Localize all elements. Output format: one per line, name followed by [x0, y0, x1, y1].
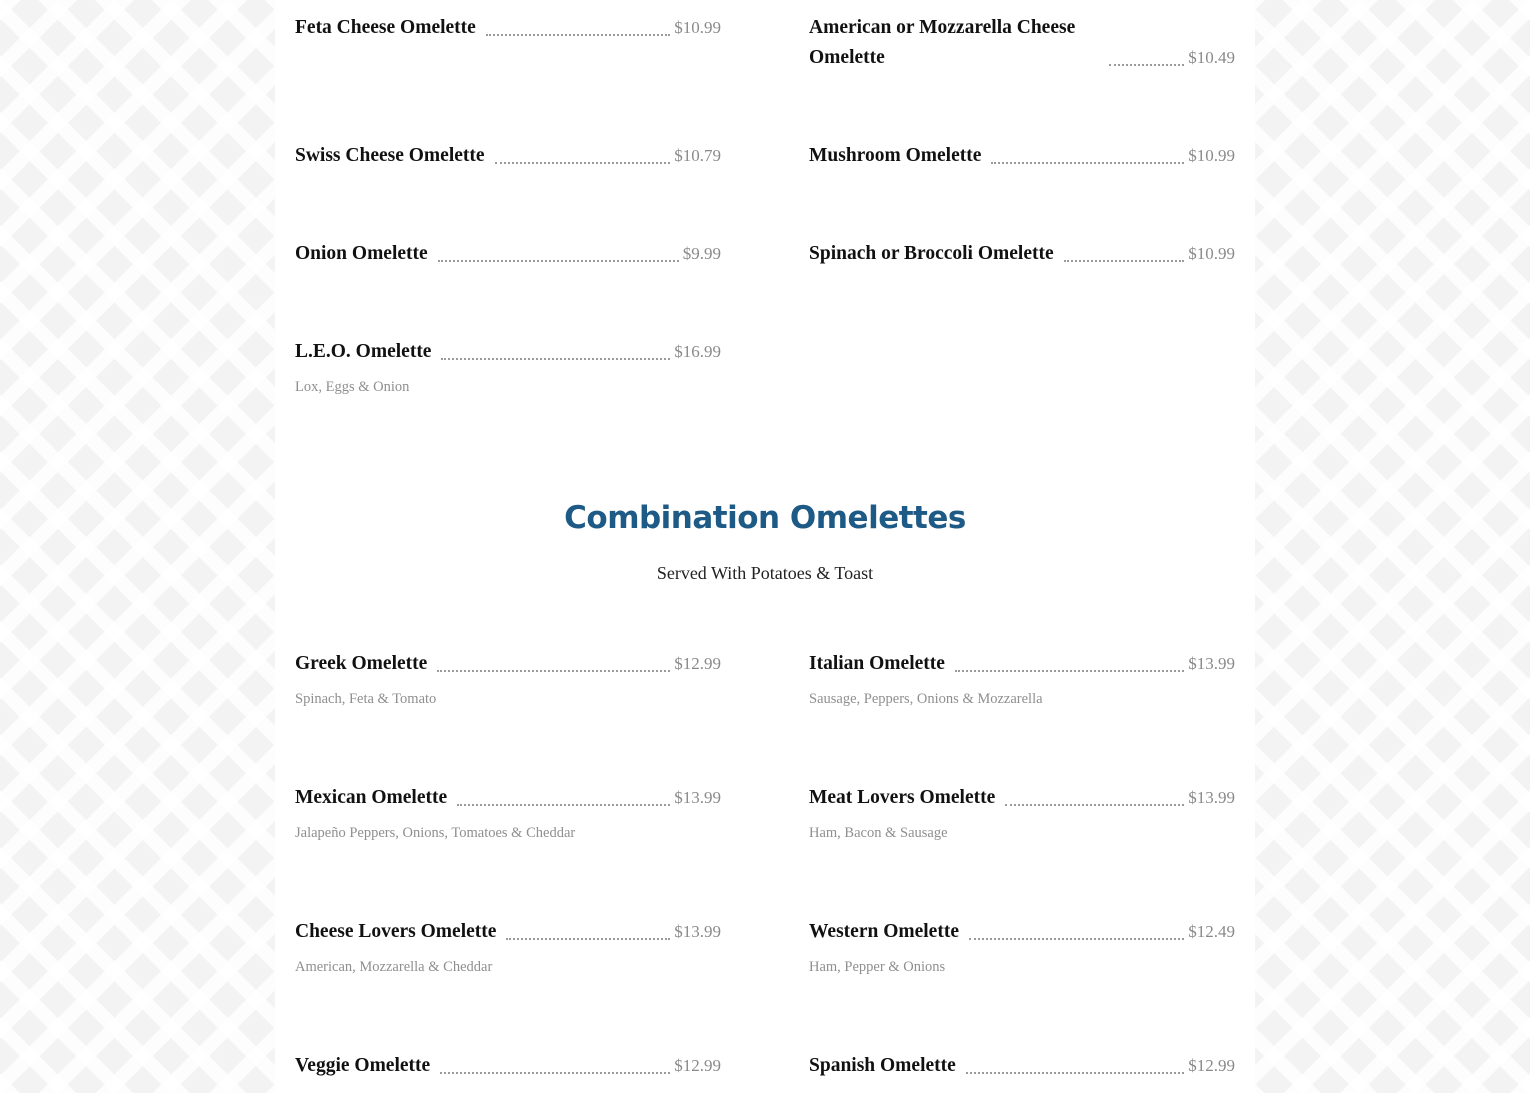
menu-item-name: Italian Omelette — [809, 653, 945, 674]
menu-item-price: $10.99 — [1188, 146, 1235, 165]
menu-item-name: Western Omelette — [809, 921, 959, 942]
menu-item-price: $10.99 — [1188, 244, 1235, 263]
menu-item[interactable] — [295, 917, 721, 976]
menu-item-row — [809, 1051, 1235, 1081]
menu-item[interactable] — [295, 141, 721, 171]
menu-item-name: Mexican Omelette — [295, 787, 448, 808]
menu-item-price: $13.99 — [1188, 788, 1235, 807]
menu-item-price: $10.79 — [674, 146, 721, 165]
menu-item-name: Swiss Cheese Omelette — [295, 145, 485, 166]
menu-item-name: Cheese Lovers Omelette — [295, 921, 497, 942]
dot-leader — [969, 938, 1184, 940]
menu-item-name: Meat Lovers Omelette — [809, 787, 996, 808]
menu-item-name: Feta Cheese Omelette — [295, 17, 476, 38]
menu-item-price: $13.99 — [674, 788, 721, 807]
menu-item-name: Greek Omelette — [295, 653, 428, 674]
dot-leader — [438, 260, 679, 262]
menu-item-name: American or Mozzarella Cheese Omelette — [809, 17, 1076, 68]
dot-leader — [991, 162, 1184, 164]
dot-leader — [1109, 64, 1184, 66]
menu-item-price: $16.99 — [674, 342, 721, 361]
menu-item[interactable] — [809, 917, 1235, 976]
menu-item-row — [295, 337, 721, 367]
menu-item[interactable] — [809, 13, 1235, 73]
menu-item-description: Sausage, Peppers, Onions & Mozzarella — [809, 691, 1043, 707]
dot-leader — [457, 804, 670, 806]
dot-leader — [486, 34, 670, 36]
menu-item-description: Spinach, Feta & Tomato — [295, 691, 437, 707]
menu-item[interactable] — [809, 239, 1235, 269]
menu-item-row — [295, 917, 721, 947]
menu-item-row — [809, 239, 1235, 269]
section-subtitle: Served With Potatoes & Toast — [656, 563, 874, 583]
menu-item[interactable] — [809, 783, 1235, 842]
menu-item-price: $9.99 — [682, 244, 721, 263]
menu-item[interactable] — [295, 649, 721, 708]
menu-item-description: Ham, Pepper & Onions — [809, 959, 946, 975]
menu-item-row — [295, 649, 721, 679]
menu-item[interactable] — [295, 13, 721, 43]
dot-leader — [440, 1072, 670, 1074]
menu-item[interactable] — [295, 239, 721, 269]
menu-item-price: $12.49 — [1188, 922, 1235, 941]
menu-item-row — [295, 783, 721, 813]
menu-item-row — [295, 239, 721, 269]
menu-item[interactable] — [809, 141, 1235, 171]
section-title: Combination Omelettes — [564, 500, 966, 536]
menu-page — [275, 0, 1255, 1093]
menu-item-name: Veggie Omelette — [295, 1055, 431, 1076]
menu-item-price: $12.99 — [674, 654, 721, 673]
menu-item[interactable] — [809, 1051, 1235, 1081]
dot-leader — [437, 670, 670, 672]
dot-leader — [955, 670, 1184, 672]
dot-leader — [506, 938, 670, 940]
menu-item-price: $12.99 — [1188, 1056, 1235, 1075]
menu-item-description: Ham, Bacon & Sausage — [809, 825, 948, 841]
menu-item-row — [809, 783, 1235, 813]
menu-item-row — [295, 1051, 721, 1081]
menu-item[interactable] — [295, 783, 721, 842]
menu-item-description: Jalapeño Peppers, Onions, Tomatoes & Cheddar — [295, 825, 576, 841]
menu-item-row — [295, 141, 721, 171]
dot-leader — [1064, 260, 1185, 262]
dot-leader — [966, 1072, 1184, 1074]
menu-item-row — [295, 13, 721, 43]
dot-leader — [495, 162, 671, 164]
menu-item-name: Mushroom Omelette — [809, 145, 982, 166]
menu-item-row — [809, 649, 1235, 679]
menu-item-price: $10.99 — [674, 18, 721, 37]
menu-item-description: American, Mozzarella & Cheddar — [295, 959, 493, 975]
dot-leader — [441, 358, 670, 360]
menu-item-name: Onion Omelette — [295, 243, 428, 264]
menu-item[interactable] — [809, 649, 1235, 708]
menu-item-price: $12.99 — [674, 1056, 721, 1075]
menu-item-row — [809, 13, 1235, 73]
menu-item-price: $13.99 — [1188, 654, 1235, 673]
menu-item-name: Spinach or Broccoli Omelette — [809, 243, 1054, 264]
menu-item-price: $10.49 — [1188, 48, 1235, 67]
dot-leader — [1005, 804, 1184, 806]
menu-item-name: L.E.O. Omelette — [295, 341, 432, 362]
menu-item-row — [809, 141, 1235, 171]
menu-item-row — [809, 917, 1235, 947]
menu-item-price: $13.99 — [674, 922, 721, 941]
menu-item[interactable] — [295, 1051, 721, 1081]
menu-item-name: Spanish Omelette — [809, 1055, 956, 1076]
menu-item-description: Lox, Eggs & Onion — [295, 379, 410, 395]
menu-item[interactable] — [295, 337, 721, 396]
